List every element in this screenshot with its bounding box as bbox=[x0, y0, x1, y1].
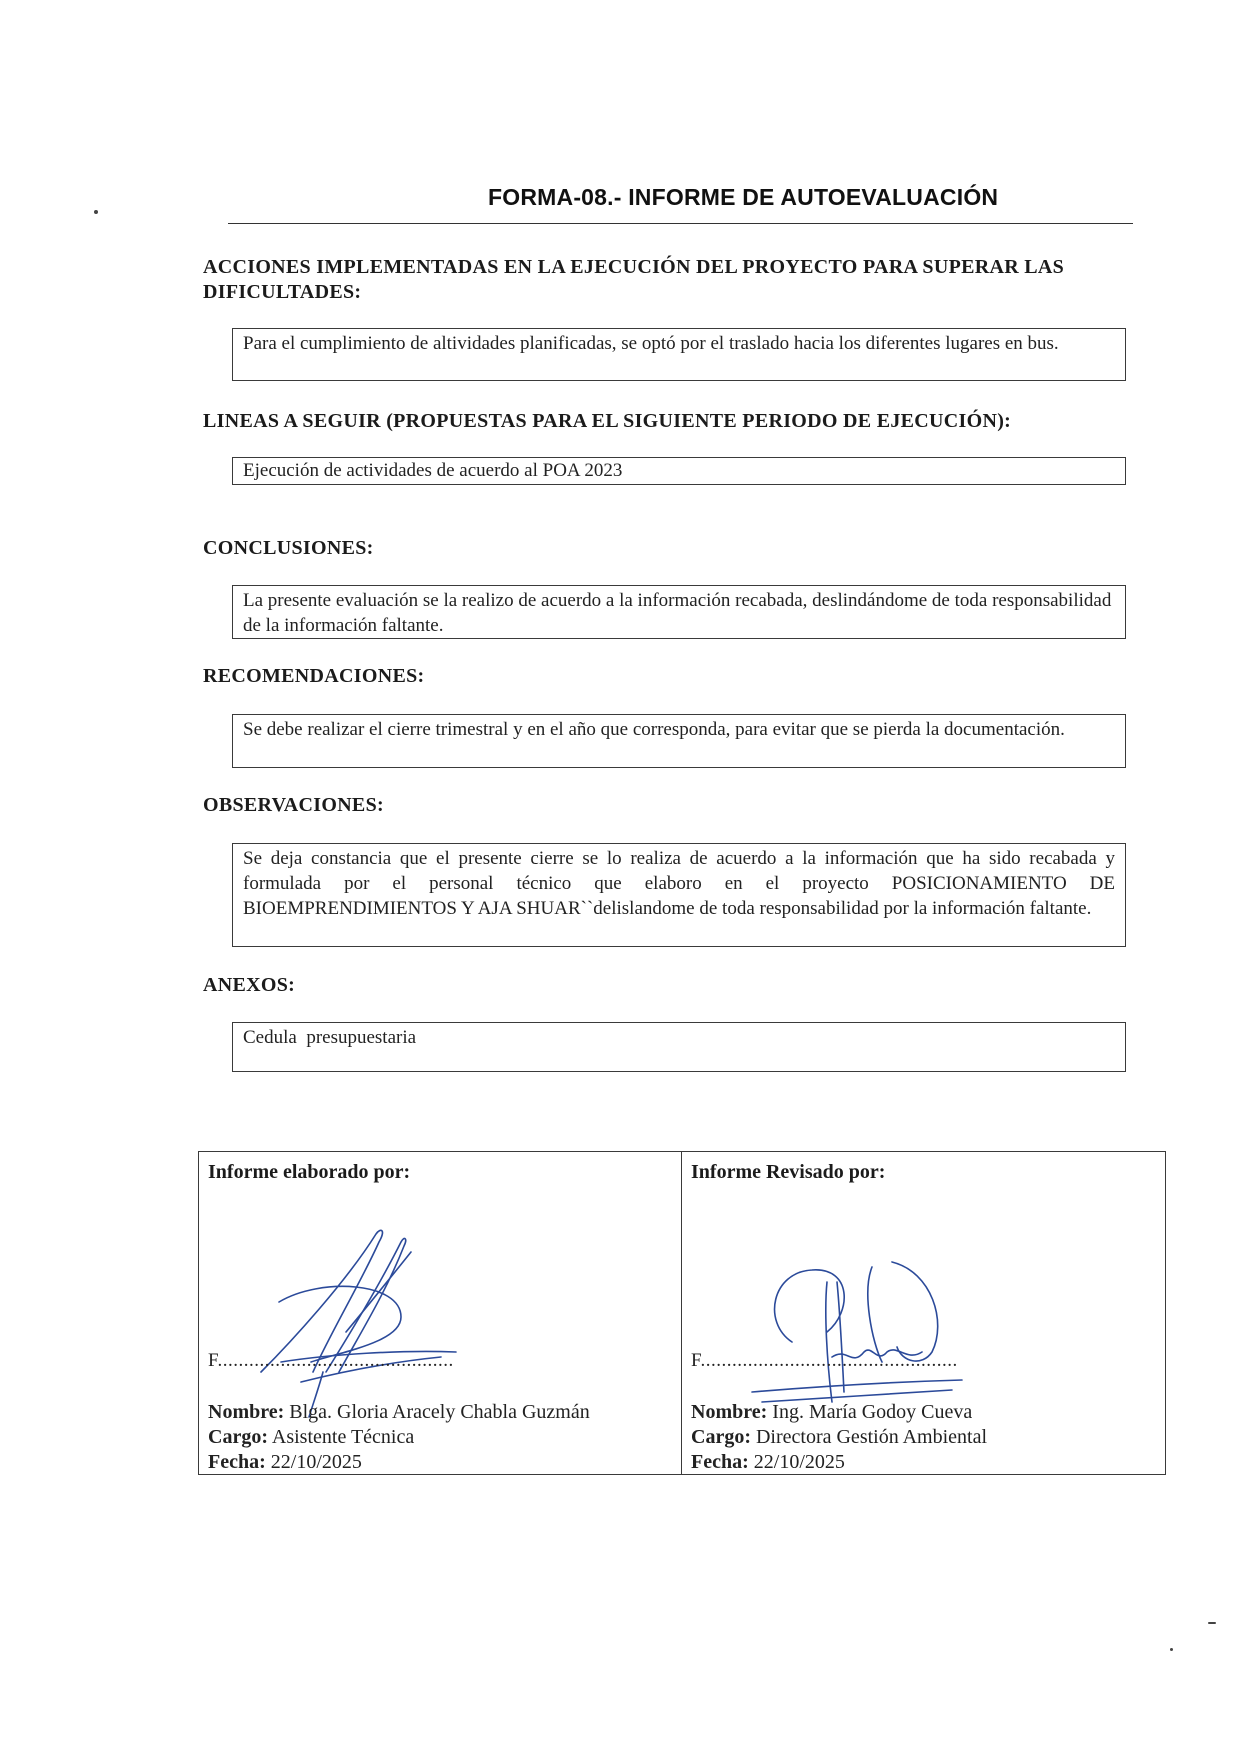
scan-speck bbox=[94, 210, 98, 214]
acciones-box bbox=[232, 328, 1126, 381]
revisado-nombre-value: Ing. María Godoy Cueva bbox=[767, 1401, 973, 1423]
revisado-cargo-label: Cargo: bbox=[691, 1426, 751, 1448]
revisado-info bbox=[691, 1400, 987, 1475]
elaborado-cargo-value: Asistente Técnica bbox=[267, 1426, 415, 1448]
lineas-text: Ejecución de actividades de acuerdo al POA 2023 bbox=[243, 460, 623, 481]
anexos-text: Cedula presupuestaria bbox=[243, 1027, 417, 1048]
revisado-cargo-row bbox=[691, 1425, 987, 1450]
elaborado-nombre-row bbox=[208, 1400, 590, 1425]
conclusiones-text: La presente evaluación se la realizo de acuerdo a la información recabada, deslindándome de toda responsabilidad de la información faltante. bbox=[243, 590, 1112, 636]
elaborado-nombre-label: Nombre: bbox=[208, 1401, 285, 1423]
revisado-sign-line: F................................................. bbox=[691, 1350, 958, 1371]
signature-elaborado-icon bbox=[251, 1222, 461, 1422]
revisado-nombre-label: Nombre: bbox=[691, 1401, 768, 1423]
elaborado-cargo-label: Cargo: bbox=[208, 1426, 268, 1448]
anexos-heading: ANEXOS: bbox=[203, 974, 296, 996]
elaborado-fecha-label: Fecha: bbox=[208, 1451, 266, 1473]
conclusiones-box bbox=[232, 585, 1126, 639]
signature-table bbox=[198, 1151, 1166, 1475]
observaciones-text: Se deja constancia que el presente cierre se lo realiza de acuerdo a la información que ha sido recabada y formulada por el personal técnico que elaboro en el proyecto POSICIONAMIENTO DE BIOEMPRENDIMIENTOS Y AJA SHUAR``delislandome de toda responsabilidad por la información faltante. bbox=[243, 848, 1115, 919]
lineas-heading: LINEAS A SEGUIR (PROPUESTAS PARA EL SIGUIENTE PERIODO DE EJECUCIÓN): bbox=[203, 410, 1012, 432]
form-title: FORMA-08.- INFORME DE AUTOEVALUACIÓN bbox=[488, 184, 999, 210]
revisado-nombre-row bbox=[691, 1400, 987, 1425]
revisado-cargo-value: Directora Gestión Ambiental bbox=[750, 1426, 988, 1448]
elaborado-info bbox=[208, 1400, 590, 1475]
elaborado-fecha-row bbox=[208, 1450, 590, 1475]
title-rule bbox=[228, 223, 1133, 224]
observaciones-box bbox=[232, 843, 1126, 947]
elaborado-header: Informe elaborado por: bbox=[208, 1161, 411, 1183]
revisado-fecha-row bbox=[691, 1450, 987, 1475]
recomendaciones-box bbox=[232, 714, 1126, 768]
signature-cell-elaborado bbox=[199, 1152, 682, 1474]
elaborado-cargo-row bbox=[208, 1425, 590, 1450]
recomendaciones-heading: RECOMENDACIONES: bbox=[203, 665, 425, 687]
revisado-fecha-label: Fecha: bbox=[691, 1451, 749, 1473]
elaborado-sign-line: F............................................. bbox=[208, 1350, 454, 1371]
elaborado-nombre-value: Blga. Gloria Aracely Chabla Guzmán bbox=[284, 1401, 590, 1423]
scan-speck bbox=[1170, 1648, 1173, 1651]
lineas-box bbox=[232, 457, 1126, 485]
anexos-box bbox=[232, 1022, 1126, 1072]
conclusiones-heading: CONCLUSIONES: bbox=[203, 537, 374, 559]
signature-revisado-icon bbox=[732, 1252, 972, 1422]
observaciones-heading: OBSERVACIONES: bbox=[203, 794, 384, 816]
elaborado-fecha-value: 22/10/2025 bbox=[265, 1451, 362, 1473]
recomendaciones-text: Se debe realizar el cierre trimestral y en el año que corresponda, para evitar que se pierda la documentación. bbox=[243, 719, 1065, 740]
scan-speck bbox=[1208, 1622, 1216, 1624]
signature-cell-revisado bbox=[682, 1152, 1165, 1474]
revisado-header: Informe Revisado por: bbox=[691, 1161, 886, 1183]
acciones-text: Para el cumplimiento de altividades planificadas, se optó por el traslado hacia los diferentes lugares en bus. bbox=[243, 333, 1059, 354]
acciones-heading: ACCIONES IMPLEMENTADAS EN LA EJECUCIÓN DEL PROYECTO PARA SUPERAR LAS DIFICULTADES: bbox=[203, 256, 1065, 303]
revisado-fecha-value: 22/10/2025 bbox=[748, 1451, 845, 1473]
